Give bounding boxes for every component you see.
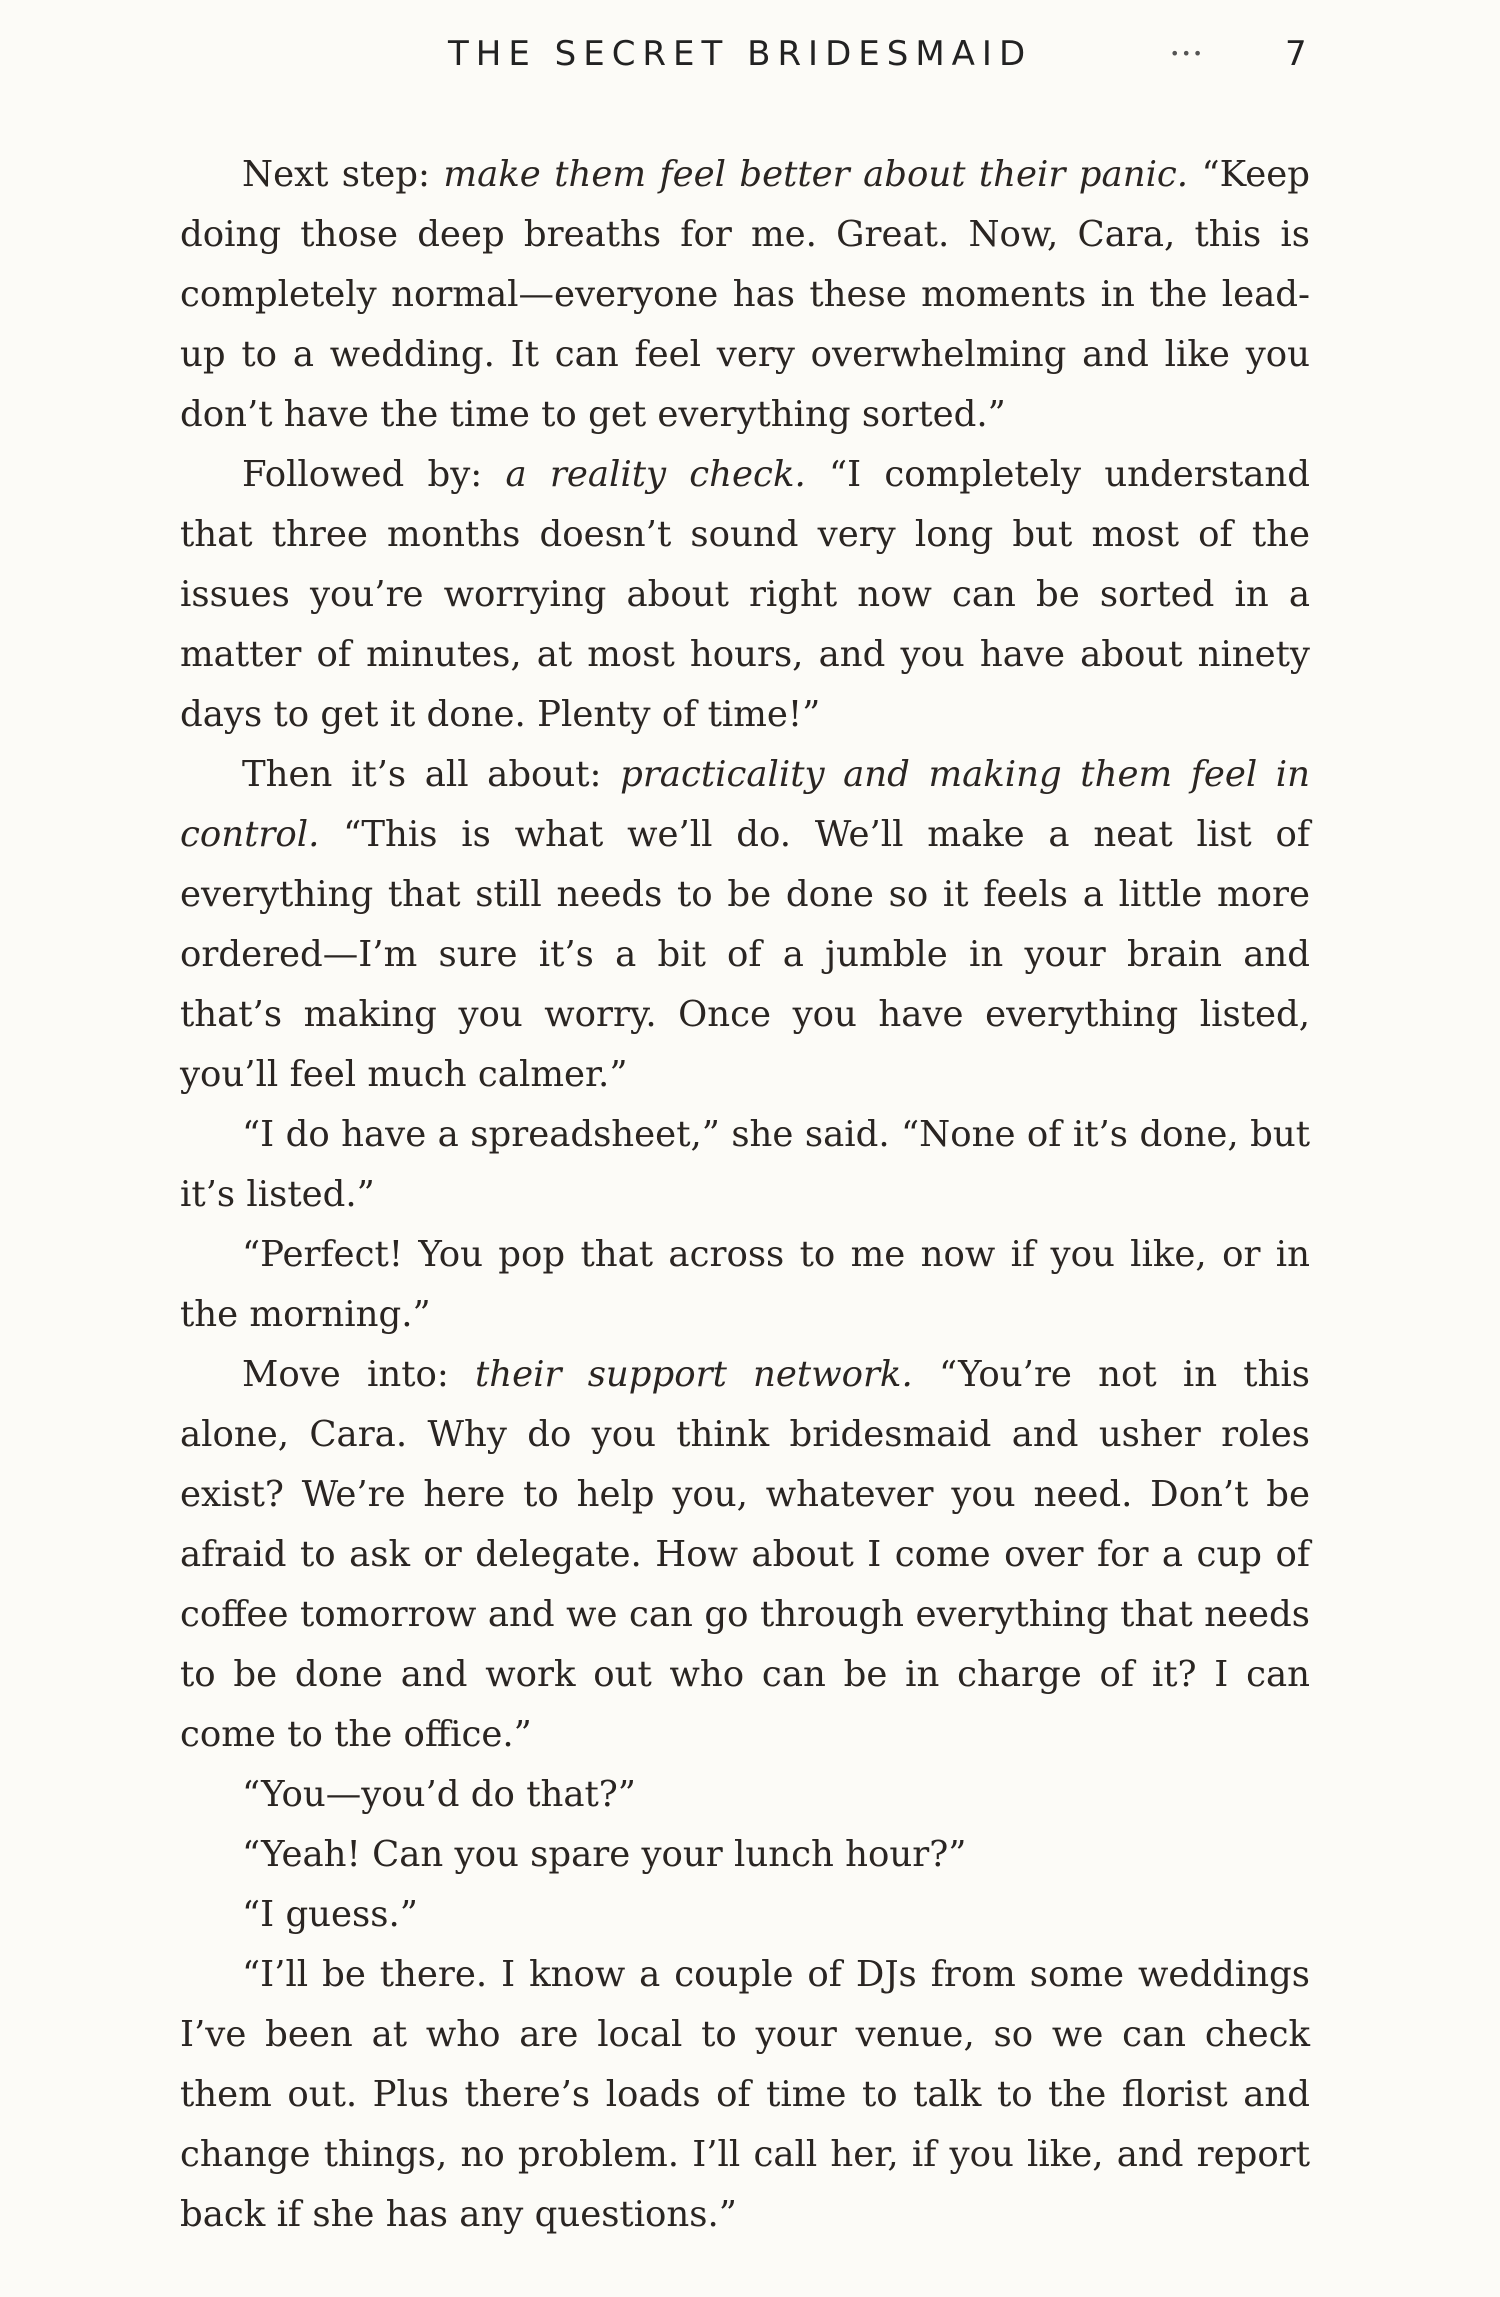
header-separator: ••• xyxy=(1170,44,1205,63)
paragraph: Next step: make them feel better about their panic. “Keep doing those deep breaths for me. Great. Now, Cara, this is completely normal—everyone has these moments in the lead-up to a wedding. It can feel very overwhelming and like you don’t have the time to get everything sorted.” xyxy=(180,154,1310,435)
book-title: THE SECRET BRIDESMAID xyxy=(448,34,1033,74)
paragraph: “I do have a spreadsheet,” she said. “None of it’s done, but it’s listed.” xyxy=(180,1114,1310,1215)
paragraph: “I guess.” xyxy=(242,1894,418,1935)
paragraph: “I’ll be there. I know a couple of DJs from some weddings I’ve been at who are local to your venue, so we can check them out. Plus there’s loads of time to talk to the florist and change things, no problem. I’ll call her, if you like, and report back if she has any questions.” xyxy=(180,1954,1310,2235)
running-header xyxy=(180,34,1305,84)
paragraph: Followed by: a reality check. “I completely understand that three months doesn’t sound very long but most of the issues you’re worrying about right now can be sorted in a matter of minutes, at most hours, and you have about ninety days to get it done. Plenty of time!” xyxy=(180,454,1310,735)
paragraph: “Perfect! You pop that across to me now if you like, or in the morning.” xyxy=(180,1234,1310,1335)
paragraph: “You—you’d do that?” xyxy=(242,1774,636,1815)
body-text xyxy=(180,145,1310,2245)
paragraph: Move into: their support network. “You’re not in this alone, Cara. Why do you think bridesmaid and usher roles exist? We’re here to help you, whatever you need. Don’t be afraid to ask or delegate. How about I come over for a cup of coffee tomorrow and we can go through everything that needs to be done and work out who can be in charge of it? I can come to the office.” xyxy=(180,1354,1310,1755)
paragraph: Then it’s all about: practicality and making them feel in control. “This is what we’ll do. We’ll make a neat list of everything that still needs to be done so it feels a little more ordered—I’m sure it’s a bit of a jumble in your brain and that’s making you worry. Once you have everything listed, you’ll feel much calmer.” xyxy=(180,754,1310,1095)
paragraph: “Yeah! Can you spare your lunch hour?” xyxy=(242,1834,967,1875)
page-number: 7 xyxy=(1285,34,1307,74)
